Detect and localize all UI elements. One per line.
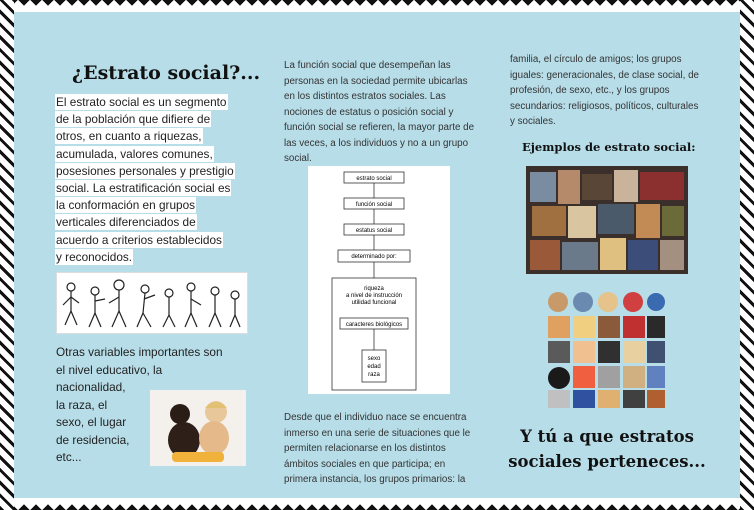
- social-stratum-flowchart: [308, 166, 450, 394]
- social-ladder-cartoon-image: [56, 272, 248, 334]
- intro-paragraph: [56, 94, 248, 266]
- text-line: nacionalidad,: [56, 380, 126, 394]
- text-line: sexo, el lugar: [56, 415, 127, 429]
- flow-box-label: estrato social: [356, 176, 392, 182]
- intro-line: verticales diferenciados de: [56, 215, 196, 230]
- flow-bottom-text: raza: [368, 372, 380, 378]
- text-line: etc...: [56, 450, 82, 464]
- zigzag-border-right: [740, 0, 754, 510]
- groups-paragraph: Desde que el individuo nace se encuentra inmerso en una serie de situaciones que le permiten relacionarse en los distintos ámbitos sociales en que participa; en primera instancia, los grupos primarios: la: [284, 412, 471, 485]
- function-paragraph: La función social que desempeñan las personas en la sociedad permite ubicarlas en los distintos estratos sociales. Las nociones de estatus o posición social y función social se refieren, la mayor parte de las veces, a los individuos y no a un grupo social.: [284, 60, 475, 164]
- intro-line: El estrato social es un segmento: [56, 95, 227, 109]
- intro-line: de la población que difiere de: [56, 112, 211, 127]
- flow-bottom-text: edad: [367, 364, 381, 370]
- intro-line: y reconocidos.: [56, 249, 133, 264]
- intro-line: social. La estratificación social es: [56, 181, 231, 196]
- intro-line: acumulada, valores comunes,: [56, 146, 213, 161]
- flow-inner-text: riqueza: [364, 286, 384, 292]
- closing-question: [508, 424, 706, 474]
- zigzag-border-left: [0, 0, 14, 510]
- flow-inner-text: a nivel de instrucción: [345, 293, 403, 299]
- examples-heading: Ejemplos de estrato social:: [522, 140, 696, 154]
- children-photo-image: [150, 390, 246, 466]
- text-line: Otras variables importantes son: [56, 345, 223, 359]
- portrait-grid-image: [546, 290, 666, 410]
- zigzag-border-top: [0, 0, 754, 12]
- flow-inner-text: utilidad funcional: [351, 300, 397, 306]
- groups-continued-paragraph: familia, el círculo de amigos; los grupos iguales: generacionales, de clase social, de profesión, de sexo, etc., y los grupos secundarios: religiosos, políticos, culturales y sociales.: [510, 54, 699, 127]
- flow-box-label: determinado por:: [351, 254, 397, 260]
- text-line: el nivel educativo, la: [56, 362, 163, 377]
- crowd-collage-image: [526, 166, 688, 274]
- closing-question-line: Y tú a que estratos: [520, 427, 694, 446]
- intro-line: acuerdo a criterios establecidos: [56, 232, 222, 247]
- intro-line: otros, en cuanto a riquezas,: [56, 129, 202, 144]
- zigzag-border-bottom: [0, 498, 754, 510]
- intro-line: posesiones personales y prestigio: [56, 163, 234, 178]
- flow-box-label: caracteres biológicos: [345, 322, 403, 328]
- flow-box-label: función social: [355, 202, 393, 208]
- closing-question-line: sociales perteneces...: [508, 452, 706, 471]
- flow-bottom-text: sexo: [367, 356, 381, 362]
- text-line: de residencia,: [56, 432, 130, 447]
- page-title: ¿Estrato social?...: [72, 62, 261, 84]
- flow-box-label: estatus social: [355, 228, 393, 234]
- text-line: la raza, el: [56, 397, 108, 412]
- intro-line: la conformación en grupos: [56, 198, 196, 213]
